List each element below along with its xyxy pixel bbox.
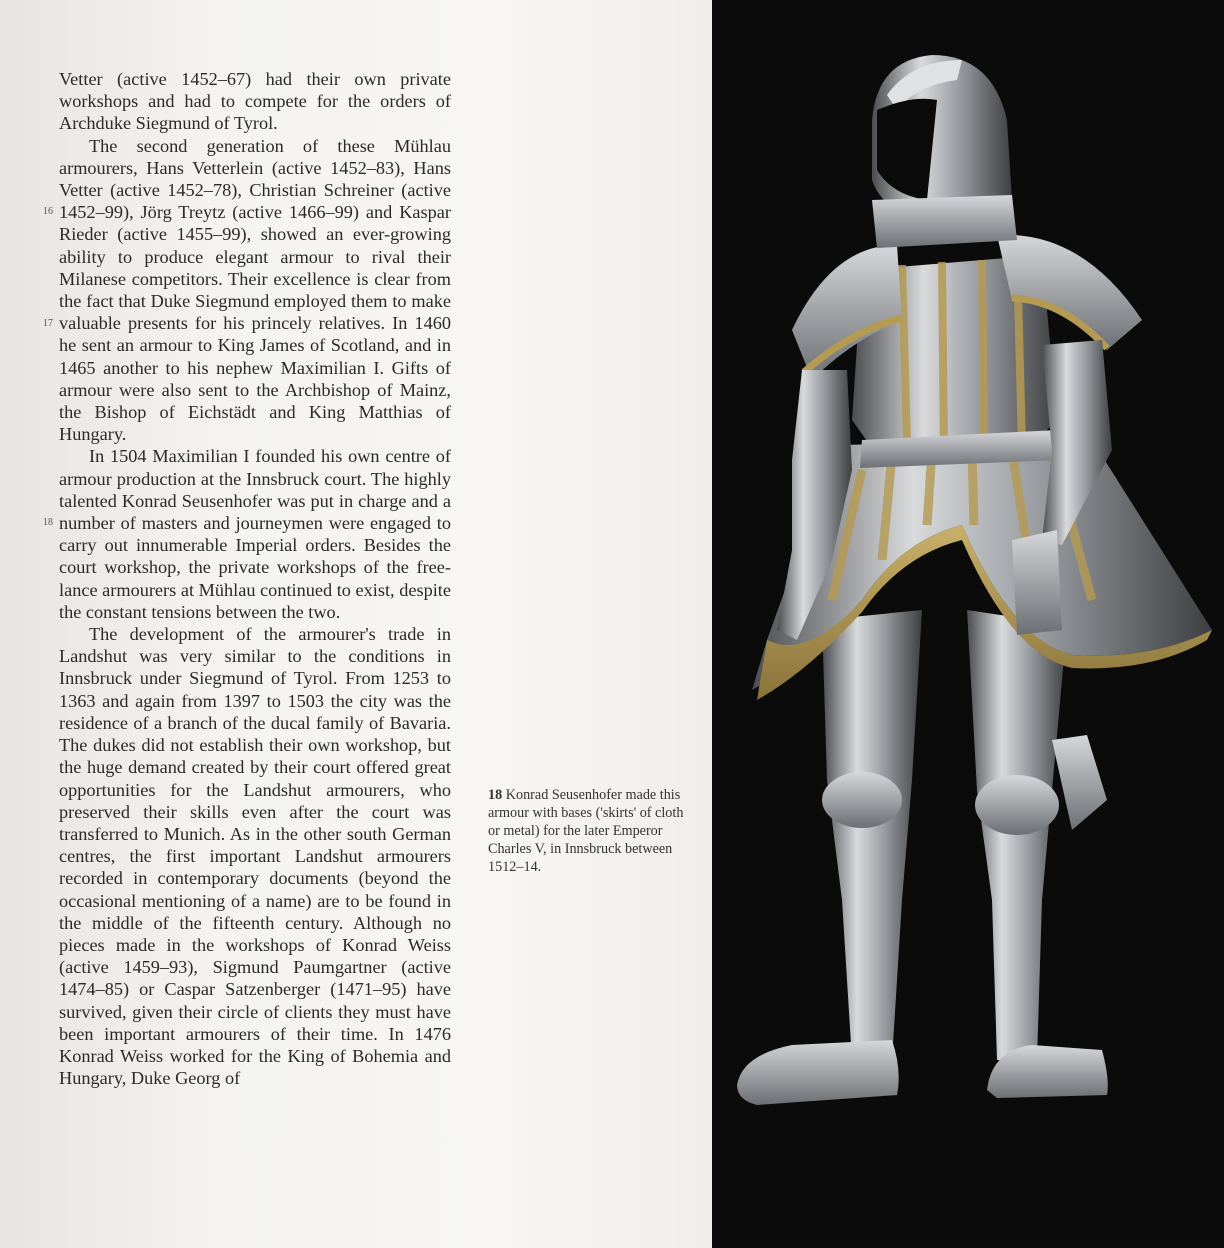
paragraph: The development of the armourer's trade in Landshut was very similar to the conditions in Innsbruck under Siegmund of Tyrol. From 1253 to 1363 and again from 1397 to 1503 the city was the residence of a branch of the ducal family of Bavaria. The dukes did not establish their own workshop, but the huge demand created by their court offered great opportunities for the Landshut armourers, who preserved their skills even after the court was transferred to Munich. As in the other south German centres, the first important Landshut armourers recorded in contemporary documents (beyond the occasional mentioning of a name) are to be found in the middle of the fifteenth century. Although no pieces made in the workshops of Konrad Weiss (active 1459–93), Sigmund Paumgartner (active 1474–85) or Caspar Satzenberger (1471–95) have survived, given their circle of clients they must have been important armourers of their time. In 1476 Konrad Weiss worked for the King of Bohemia and Hungary, Duke Georg of — [59, 624, 451, 1089]
paragraph: Vetter (active 1452–67) had their own private workshops and had to compete for the orders of Archduke Siegmund of Tyrol. — [59, 69, 451, 134]
body-text — [59, 68, 451, 1089]
figure-number: 18 — [488, 787, 503, 803]
figure-caption — [488, 786, 698, 876]
sabatons — [737, 1040, 1108, 1105]
leg-armour — [822, 610, 1107, 1060]
margin-figure-ref: 18 — [43, 517, 53, 528]
margin-figure-ref: 17 — [43, 318, 53, 329]
margin-figure-ref: 16 — [43, 206, 53, 217]
paragraph: In 1504 Maximilian I founded his own centre of armour production at the Innsbruck court. The highly talented Konrad Seusenhofer was put in charge and a number of masters and journeymen were engaged to carry out innumerable Imperial orders. Besides the court workshop, the private workshops of the free-lance armourers at Mühlau continued to exist, despite the constant tensions between the two. — [59, 446, 451, 622]
helmet — [872, 55, 1017, 248]
caption-text: Konrad Seusenhofer made this armour with bases ('skirts' of cloth or metal) for the later Emperor Charles V, in Innsbruck between 1512–14. — [488, 787, 684, 875]
paragraph: The second generation of these Mühlau armourers, Hans Vetterlein (active 1452–83), Hans Vetter (active 1452–78), Christian Schreiner (active 1452–99), Jörg Treytz (active 1466–99) and Kaspar Rieder (active 1455–99), showed an ever-growing ability to produce elegant armour to rival their Milanese competitors. Their excellence is clear from the fact that Duke Siegmund employed them to make valuable presents for his princely relatives. In 1460 he sent an armour to King James of Scotland, and in 1465 another to his nephew Maximilian I. Gifts of armour were also sent to the Archbishop of Mainz, the Bishop of Eichstädt and King Matthias of Hungary. — [59, 135, 451, 445]
armour-photograph — [712, 0, 1224, 1248]
